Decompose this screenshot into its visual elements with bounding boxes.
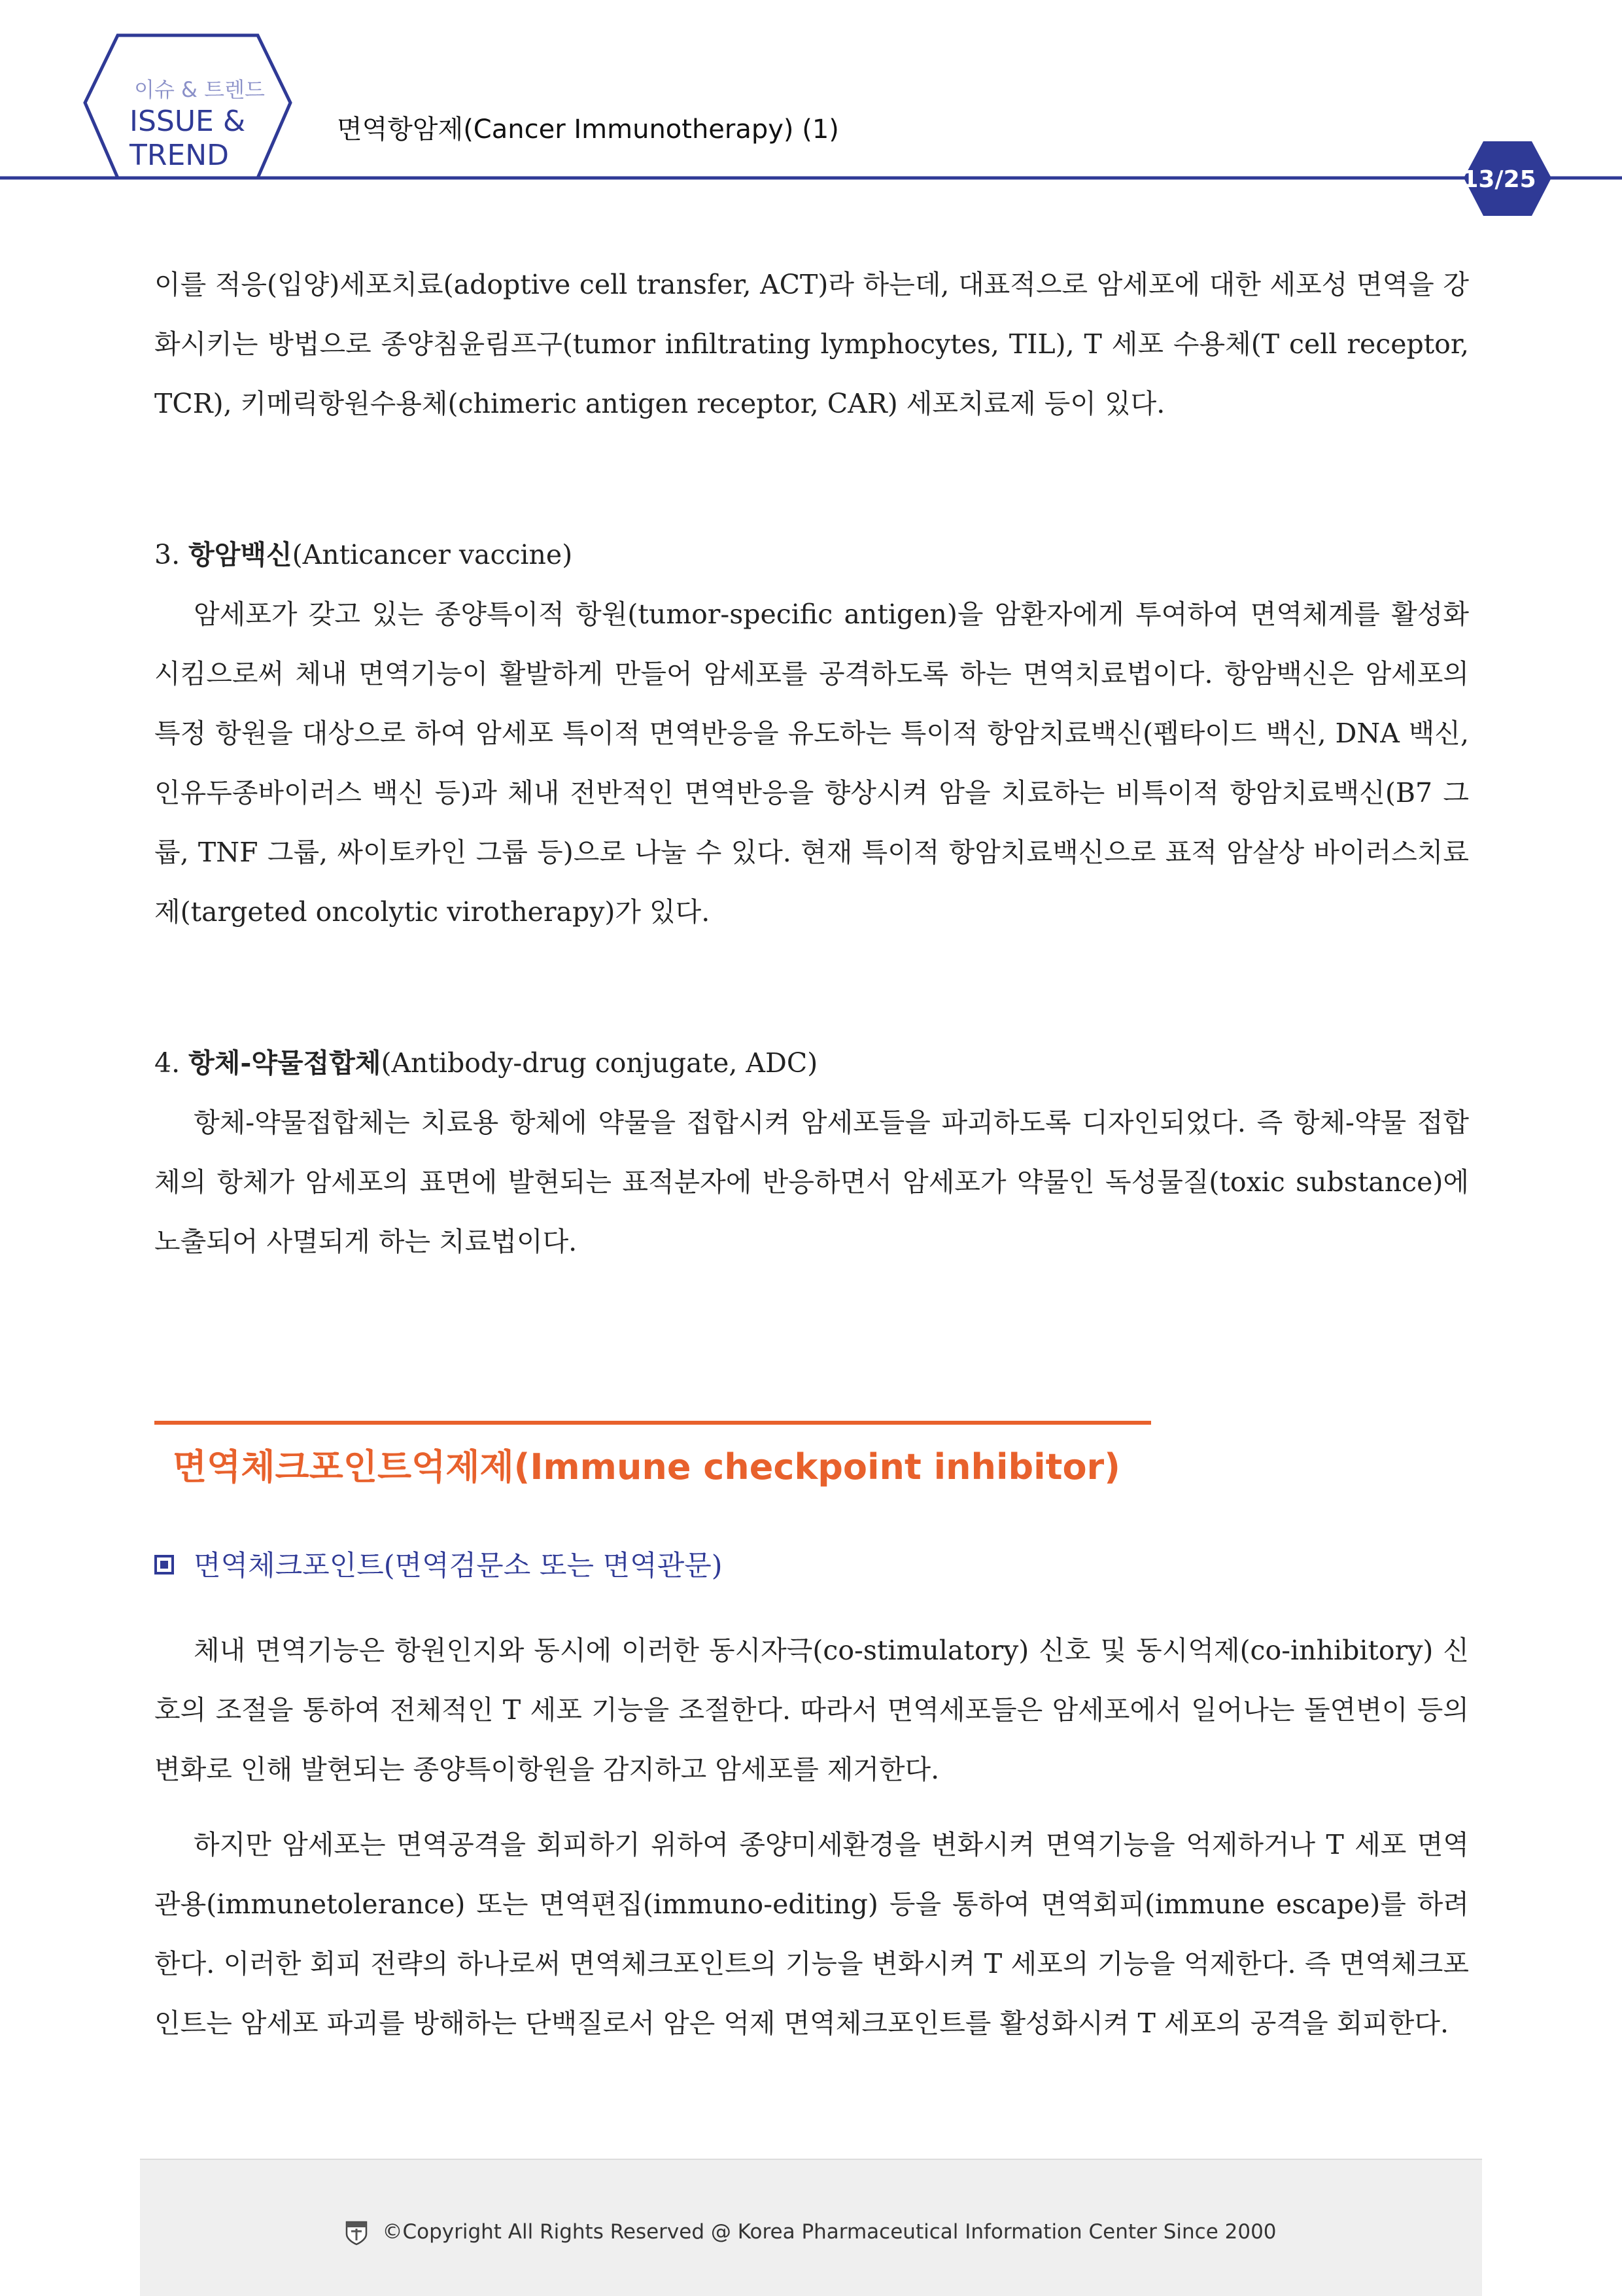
badge-title-line1: ISSUE &: [129, 105, 246, 138]
shield-logo-icon: [345, 2221, 368, 2246]
badge-title-line2: TREND: [129, 139, 230, 172]
heading-korean: 항암백신: [188, 539, 292, 570]
heading-korean: 항체-약물접합체: [188, 1047, 381, 1079]
paragraph-checkpoint-2: 하지만 암세포는 면역공격을 회피하기 위하여 종양미세환경을 변화시켜 면역기능을 억제하거나 T 세포 면역관용(immunetolerance) 또는 면역편집(immuno-editing) 등을 통하여 면역회피(immune escape)를 하려 한다. 이러한 회피 전략의 하나로써 면역체크포인트의 기능을 변화시켜 T 세포의 기능을 억제한다. 즉 면역체크포인트는 암세포 파괴를 방해하는 단백질로서 암은 억제 면역체크포인트를 활성화시켜 T 세포의 공격을 회피한다.: [154, 1829, 1469, 2039]
badge-subtitle: 이슈 & 트렌드: [134, 77, 265, 102]
copyright-text: ©Copyright All Rights Reserved @ Korea Pharmaceutical Information Center Since 2000: [382, 2220, 1277, 2244]
heading-adc: [154, 1034, 1469, 1093]
footer: [140, 2159, 1482, 2296]
main-content: [154, 255, 1469, 1272]
heading-number: 3.: [154, 539, 181, 570]
heading-english: (Anticancer vaccine): [292, 539, 573, 570]
paragraph-act: 이를 적응(입양)세포치료(adoptive cell transfer, ACT)라 하는데, 대표적으로 암세포에 대한 세포성 면역을 강화시키는 방법으로 종양침윤림프구(tumor infiltrating lymphocytes, TIL), T 세포 수용체(T cell receptor, TCR), 키메릭항원수용체(chimeric antigen receptor, CAR) 세포치료제 등이 있다.: [154, 269, 1469, 419]
paragraph-adc: 항체-약물접합체는 치료용 항체에 약물을 접합시켜 암세포들을 파괴하도록 디자인되었다. 즉 항체-약물 접합체의 항체가 암세포의 표면에 발현되는 표적분자에 반응하면서 암세포가 약물인 독성물질(toxic substance)에 노출되어 사멸되게 하는 치료법이다.: [154, 1107, 1469, 1257]
heading-anticancer-vaccine: [154, 525, 1469, 585]
badge-title: [129, 105, 245, 173]
section-content: [154, 1621, 1469, 2053]
heading-number: 4.: [154, 1047, 181, 1079]
bullet-heading-text: 면역체크포인트(면역검문소 또는 면역관문): [194, 1550, 723, 1582]
square-bullet-icon: [154, 1555, 174, 1574]
bullet-heading: [154, 1544, 723, 1584]
paragraph-vaccine: 암세포가 갖고 있는 종양특이적 항원(tumor-specific antigen)을 암환자에게 투여하여 면역체계를 활성화시킴으로써 체내 면역기능이 활발하게 만들어 암세포를 공격하도록 하는 면역치료법이다. 항암백신은 암세포의 특정 항원을 대상으로 하여 암세포 특이적 면역반응을 유도하는 특이적 항암치료백신(펩타이드 백신, DNA 백신, 인유두종바이러스 백신 등)과 체내 전반적인 면역반응을 향상시켜 암을 치료하는 비특이적 항암치료백신(B7 그룹, TNF 그룹, 싸이토카인 그룹 등)으로 나눌 수 있다. 현재 특이적 항암치료백신으로 표적 암살상 바이러스치료제(targeted oncolytic virotherapy)가 있다.: [154, 599, 1469, 928]
heading-english: (Antibody-drug conjugate, ADC): [381, 1047, 818, 1079]
page-number: 13/25: [1462, 166, 1536, 193]
section-divider: [154, 1421, 1151, 1425]
paragraph-checkpoint-1: 체내 면역기능은 항원인지와 동시에 이러한 동시자극(co-stimulatory) 신호 및 동시억제(co-inhibitory) 신호의 조절을 통하여 전체적인 T 세포 기능을 조절한다. 따라서 면역세포들은 암세포에서 일어나는 돌연변이 등의 변화로 인해 발현되는 종양특이항원을 감지하고 암세포를 제거한다.: [154, 1635, 1469, 1785]
section-title: 면역체크포인트억제제(Immune checkpoint inhibitor): [173, 1446, 1120, 1487]
document-title: 면역항암제(Cancer Immunotherapy) (1): [337, 114, 839, 145]
